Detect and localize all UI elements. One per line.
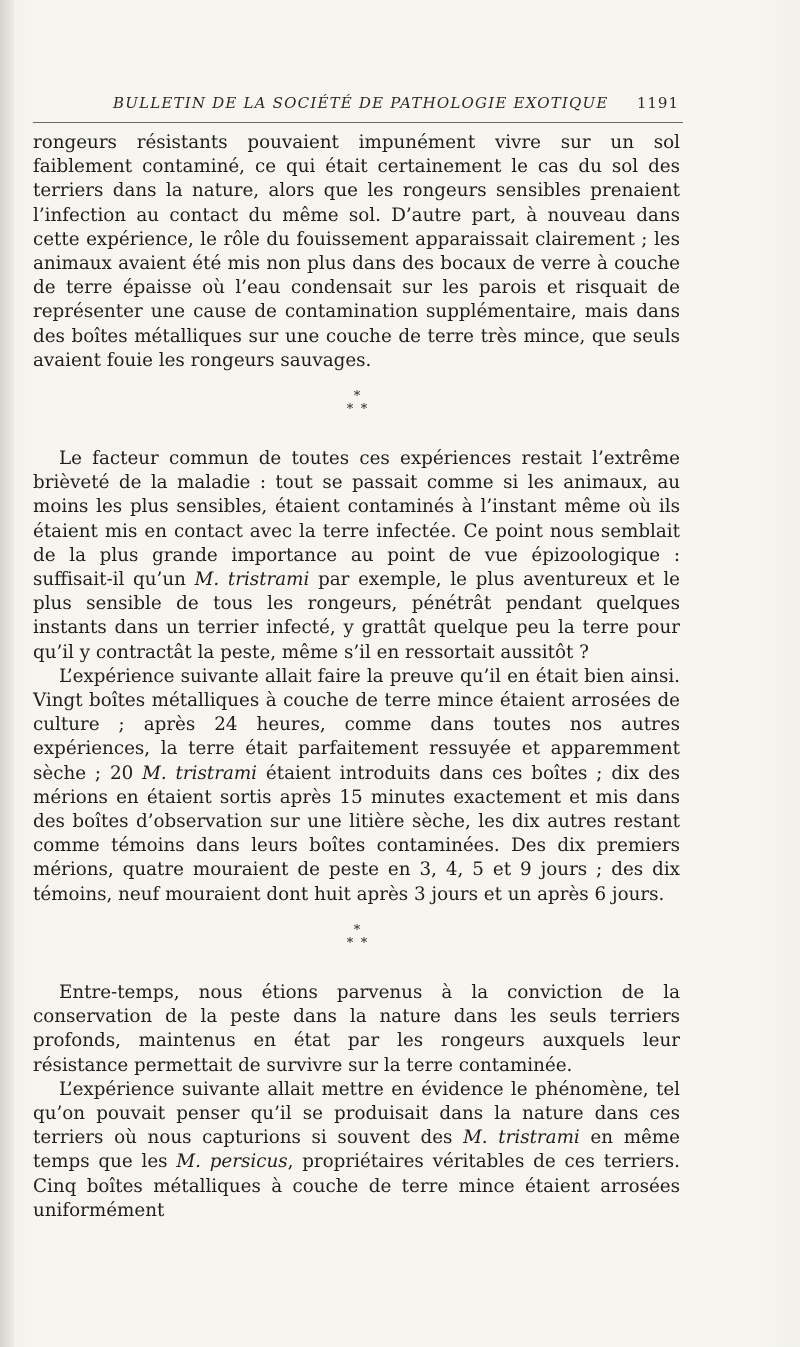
text-segment: L’expérience suivante allait faire la preuve qu’il en était bien ainsi. Vingt boîtes métalliques à couche de terre mince étaient arrosées de culture ; après 24 heures, comme dans toutes nos autres expériences, la terre était parfaitement ressuyée et apparemment sèche ; 20 (33, 665, 680, 784)
svg-text:*: * (360, 935, 367, 951)
running-title: BULLETIN DE LA SOCIÉTÉ DE PATHOLOGIE EXOTIQUE (113, 94, 609, 112)
paragraph (33, 131, 680, 373)
asterism-icon (342, 923, 372, 953)
header-rule (33, 122, 683, 123)
text-segment: rongeurs résistants pouvaient impunément vivre sur un sol faiblement contaminé, ce qui était certainement le cas du sol des terriers dans la nature, alors que les rongeurs sensibles prenaient l’infection au contact du même sol. D’autre part, à nouveau dans cette expérience, le rôle du fouissement apparaissait clairement ; les animaux avaient été mis non plus dans des bocaux de verre à couche de terre épaisse où l’eau condensait sur les parois et risquait de représenter une cause de contamination supplémentaire, mais dans des boîtes métalliques sur une couche de terre très mince, que seuls avaient fouie les rongeurs sauvages. (33, 132, 680, 371)
page-header (33, 92, 683, 118)
species-name: M. tristrami (463, 1127, 580, 1149)
svg-text:*: * (353, 389, 360, 405)
text-segment: L’expérience suivante allait mettre en évidence le phénomène, tel qu’on pouvait penser qu’il se produisait dans la nature dans ces terriers où nous capturions si souvent des (33, 1078, 680, 1149)
section-separator (33, 907, 680, 981)
species-name: M. persicus (176, 1151, 288, 1173)
text-segment: Entre-temps, nous étions parvenus à la conviction de la conservation de la peste dans la nature dans les seuls terriers profonds, maintenus en état par les rongeurs auxquels leur résistance permettait de survivre sur la terre contaminée. (33, 981, 680, 1076)
svg-text:*: * (346, 935, 353, 951)
asterism-icon (342, 389, 372, 419)
paragraph (33, 665, 680, 907)
text-segment: , propriétaires véritables de ces terriers. Cinq boîtes métalliques à couche de terre mince étaient arrosées uniformément (33, 1151, 680, 1221)
paragraph (33, 447, 680, 665)
paragraph (33, 1078, 680, 1223)
text-segment: Le facteur commun de toutes ces expériences restait l’extrême brièveté de la maladie : tout se passait comme si les animaux, au moins les plus sensibles, étaient contaminés à l’instant même où ils étaient mis en contact avec la terre infectée. Ce point nous semblait de la plus grande importance au point de vue épizoologique : suffisait-il qu’un (33, 448, 680, 591)
species-name: M. tristrami (194, 569, 310, 591)
svg-text:*: * (360, 402, 367, 418)
text-segment: par exemple, le plus aventureux et le plus sensible de tous les rongeurs, pénétrât pendant quelques instants dans un terrier infecté, y grattât quelque peu la terre pour qu’il y contractât la peste, même s’il en ressortait aussitôt ? (33, 569, 680, 663)
page-edge-shadow (0, 0, 14, 1347)
paragraph (33, 981, 680, 1078)
section-separator (33, 373, 680, 447)
svg-text:*: * (353, 922, 360, 938)
page-number: 1191 (636, 94, 679, 112)
species-name: M. tristrami (142, 762, 258, 784)
text-segment: étaient introduits dans ces boîtes ; dix des mérions en étaient sortis après 15 minutes exactement et mis dans des boîtes d’observation sur une litière sèche, les dix autres restant comme témoins dans leurs boîtes contaminées. Des dix premiers mérions, quatre mouraient de peste en 3, 4, 5 et 9 jours ; des dix témoins, neuf mouraient dont huit après 3 jours et un après 6 jours. (33, 762, 680, 905)
text-segment: en même temps que les (33, 1127, 680, 1173)
svg-text:*: * (346, 402, 353, 418)
article-body (33, 131, 680, 1223)
